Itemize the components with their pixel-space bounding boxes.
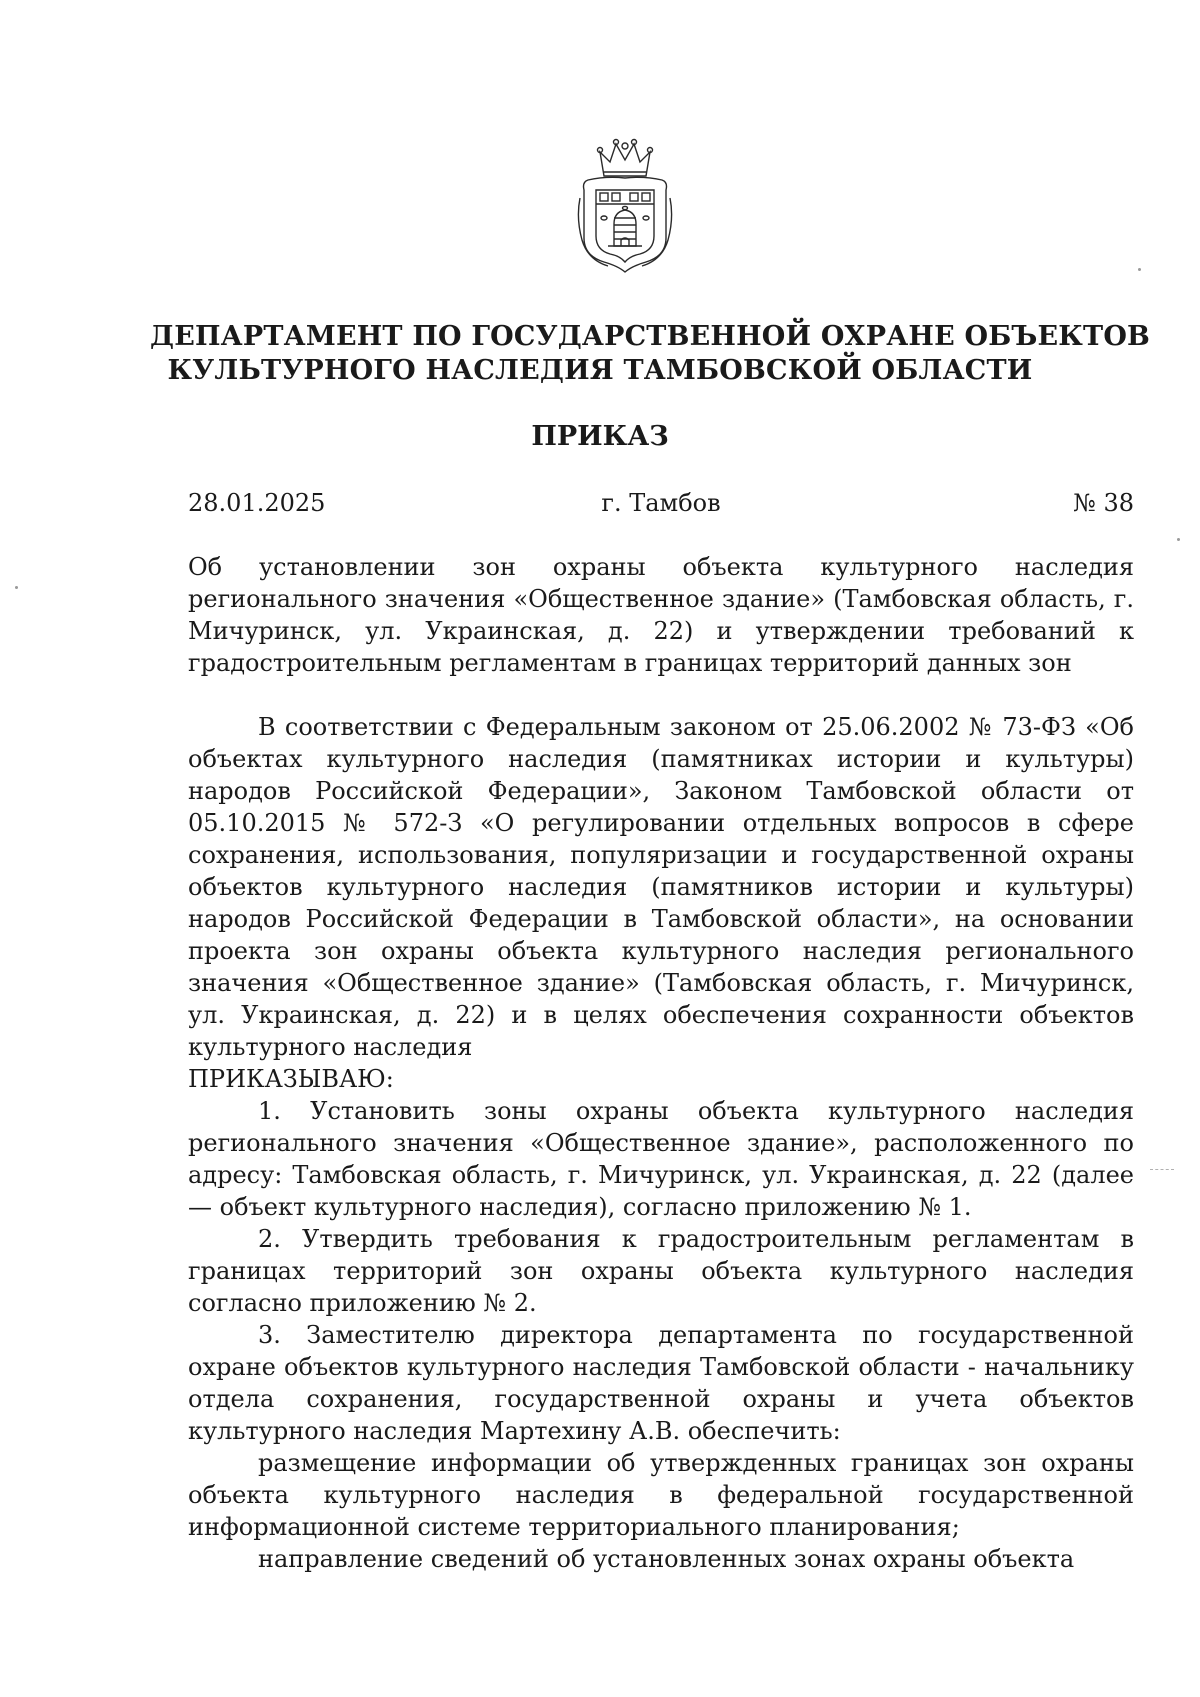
tambov-coat-of-arms-icon: [574, 138, 676, 274]
scan-speck: [1138, 268, 1141, 271]
order-details-row: [188, 486, 1134, 520]
order-body: [188, 711, 1134, 1575]
department-name: [150, 320, 1151, 388]
order-city: г. Тамбов: [601, 489, 721, 517]
order-item-1: 1. Установить зоны охраны объекта культурного наследия регионального значения «Общественное здание», расположенного по адресу: Тамбовская область, г. Мичуринск, ул. Украинская, д. 22 (далее — объект культурного наследия), согласно приложению № 1.: [188, 1097, 1134, 1221]
preamble-paragraph: В соответствии с Федеральным законом от 25.06.2002 № 73-ФЗ «Об объектах культурного наследия (памятниках истории и культуры) народов Российской Федерации», Законом Тамбовской области от 05.10.2015 № 572-З «О регулировании отдельных вопросов в сфере сохранения, использования, популяризации и государственной охраны объектов культурного наследия (памятников истории и культуры) народов Российской Федерации в Тамбовской области», на основании проекта зон охраны объекта культурного наследия регионального значения «Общественное здание» (Тамбовская область, г. Мичуринск, ул. Украинская, д. 22) и в целях обеспечения сохранности объектов культурного наследия: [188, 713, 1134, 1061]
order-number: № 38: [1073, 489, 1134, 517]
scan-speck: [1177, 538, 1180, 541]
order-item-3: 3. Заместителю директора департамента по государственной охране объектов культурного наследия Тамбовской области - начальнику отдела сохранения, государственной охраны и учета объектов культурного наследия Мартехину А.В. обеспечить:: [188, 1321, 1134, 1445]
scan-dash-mark: [1150, 1169, 1174, 1170]
order-item-3-subitem-2: направление сведений об установленных зонах охраны объекта: [258, 1545, 1075, 1573]
department-name-line2: КУЛЬТУРНОГО НАСЛЕДИЯ ТАМБОВСКОЙ ОБЛАСТИ: [167, 355, 1033, 386]
order-date: 28.01.2025: [188, 489, 326, 517]
document-type: ПРИКАЗ: [531, 421, 669, 452]
department-name-line1: ДЕПАРТАМЕНТ ПО ГОСУДАРСТВЕННОЙ ОХРАНЕ ОБЪЕКТОВ: [150, 321, 1151, 352]
order-item-3-subitem-1: размещение информации об утвержденных границах зон охраны объекта культурного наследия в федеральной государственной информационной системе территориального планирования;: [188, 1449, 1134, 1541]
scan-speck: [15, 586, 18, 589]
order-subject: Об установлении зон охраны объекта культурного наследия регионального значения «Общественное здание» (Тамбовская область, г. Мичуринск, ул. Украинская, д. 22) и утверждении требований к градостроительным регламентам в границах территорий данных зон: [188, 553, 1134, 677]
command-word: ПРИКАЗЫВАЮ:: [188, 1065, 394, 1093]
order-item-2: 2. Утвердить требования к градостроительным регламентам в границах территорий зон охраны объекта культурного наследия согласно приложению № 2.: [188, 1225, 1134, 1317]
